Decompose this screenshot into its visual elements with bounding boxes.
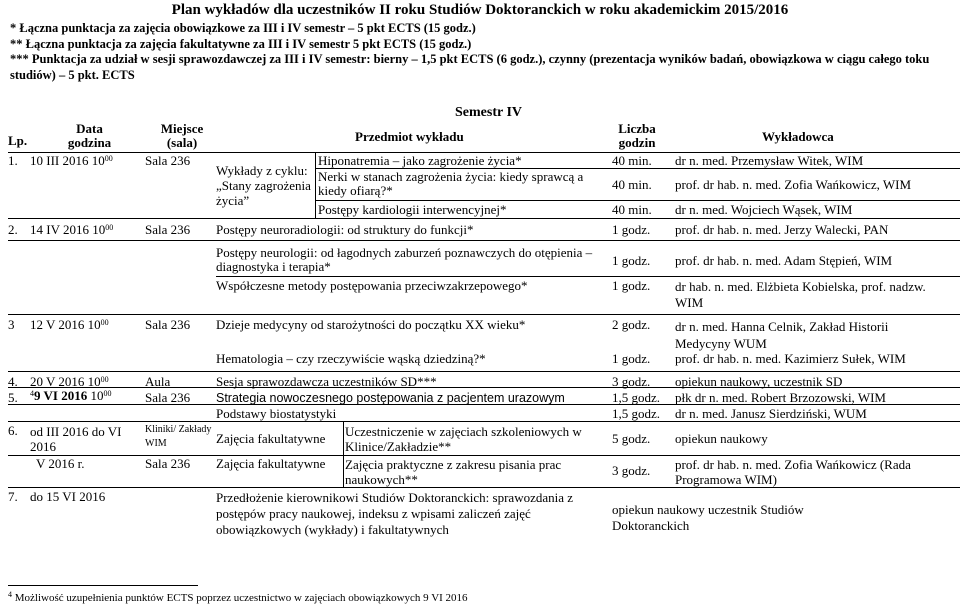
footnote: $^4$ Możliwość uzupełnienia punktów ECTS poprzez uczestnictwo w zajęciach obowiązkowych 9 VI 2016 (8, 590, 468, 604)
row2c-lecturer: dr hab. n. med. Elżbieta Kobielska, prof. nadzw. WIM (675, 279, 926, 310)
row1c-lecturer: dr n. med. Wojciech Wąsek, WIM (675, 202, 853, 217)
row1-rule-b (316, 200, 960, 201)
row3b-lecturer: prof. dr hab. n. med. Kazimierz Sułek, WIM (675, 351, 906, 366)
row3a-subject: Dzieje medycyny od starożytności do początku XX wieku* (216, 317, 526, 332)
row6b-subject: Zajęcia praktyczne z zakresu pisania prac naukowych** (345, 457, 562, 487)
row3-place: Sala 236 (145, 317, 191, 332)
header-place: Miejsce (sala) (160, 121, 204, 150)
row1a-hours: 40 min. (612, 153, 652, 168)
row1c-subject: Postępy kardiologii interwencyjnej* (318, 202, 507, 217)
row5-rule-end (8, 421, 960, 422)
notes-block (10, 21, 955, 83)
row2a-lecturer: prof. dr hab. n. med. Jerzy Walecki, PAN (675, 222, 889, 237)
row2-date: 14 IV 2016 $10^{00}$ (30, 222, 114, 237)
row4-place: Aula (145, 374, 171, 389)
table-header-rule (8, 152, 960, 153)
row6-lecturer: opiekun naukowy (675, 431, 768, 446)
row5b-lecturer: dr n. med. Janusz Sierdziński, WUM (675, 406, 867, 421)
row5a-subject: Strategia nowoczesnego postępowania z pacjentem urazowym (216, 391, 565, 405)
row6b-type: Zajęcia fakultatywne (216, 456, 326, 471)
row6-place: Kliniki/ Zakłady WIM (145, 424, 212, 449)
row4-lp: 4. (8, 374, 18, 389)
row2a-subject: Postępy neuroradiologii: od struktury do funkcji* (216, 222, 474, 237)
row1-cycle: Wykłady z cyklu: „Stany zagrożenia życia” (216, 163, 311, 208)
note-2: ** Łączna punktacja za zajęcia fakultatywne za III i IV semestr 5 pkt ECTS (15 godz.) (10, 36, 472, 51)
page-title: Plan wykładów dla uczestników II roku Studiów Doktoranckich w roku akademickim 2015/2016 (171, 2, 789, 18)
row1-lp: 1. (8, 153, 18, 168)
row4-hours: 3 godz. (612, 374, 651, 389)
row5-place: Sala 236 (145, 390, 191, 405)
row2a-hours: 1 godz. (612, 222, 651, 237)
row7-date: do 15 VI 2016 (30, 489, 106, 504)
header-date: Data godzina (67, 121, 112, 150)
row4-rule-end (8, 387, 960, 388)
row1a-lecturer: dr n. med. Przemysław Witek, WIM (675, 153, 864, 168)
header-subject: Przedmiot wykładu (355, 129, 464, 144)
row6-type: Zajęcia fakultatywne (216, 431, 326, 446)
row3-rule-end (8, 371, 960, 372)
row1b-hours: 40 min. (612, 177, 652, 192)
row7-subject: Przedłożenie kierownikowi Studiów Doktoranckich: sprawozdania z postępów pracy naukowej, indeksu z wpisami zaliczeń zajęć obowiązkowych (wykłady) i fakultatywnych (216, 490, 574, 537)
row3-date: 12 V 2016 $10^{00}$ (30, 317, 109, 332)
header-hours: Liczba godzin (618, 121, 656, 150)
row6-lp: 6. (8, 423, 18, 438)
semester-label: Semestr IV (455, 105, 523, 120)
row1-date: 10 III 2016 $10^{00}$ (30, 153, 113, 168)
header-lecturer: Wykładowca (762, 129, 834, 144)
row2b-subject: Postępy neurologii: od łagodnych zaburzeń poznawczych do otępienia – diagnostyka i terapia* (216, 245, 593, 274)
row5-lp: 5. (8, 390, 18, 405)
row5a-lecturer: płk dr n. med. Robert Brzozowski, WIM (675, 390, 886, 405)
row2-rule-b (216, 276, 960, 277)
row1-divider (315, 152, 316, 218)
row6-subject: Uczestniczenie w zajęciach szkoleniowych w Klinice/Zakładzie** (345, 424, 582, 454)
row2-lp: 2. (8, 222, 18, 237)
row1c-hours: 40 min. (612, 202, 652, 217)
row5-rule-a (8, 404, 960, 405)
header-lp: Lp. (8, 133, 28, 148)
row6-rule-a (8, 455, 960, 456)
row6b-hours: 3 godz. (612, 463, 651, 478)
row1a-subject: Hiponatremia – jako zagrożenie życia* (318, 153, 522, 168)
row7-lp: 7. (8, 489, 18, 504)
row2c-hours: 1 godz. (612, 278, 651, 293)
row6-hours: 5 godz. (612, 431, 651, 446)
row2-rule-end (8, 314, 960, 315)
row5a-hours: 1,5 godz. (612, 390, 661, 405)
row4-lecturer: opiekun naukowy, uczestnik SD (675, 374, 843, 389)
row7-lecturer: opiekun naukowy uczestnik Studiów Doktoranckich (612, 502, 804, 533)
row1b-lecturer: prof. dr hab. n. med. Zofia Wańkowicz, WIM (675, 177, 912, 192)
row1b-subject: Nerki w stanach zagrożenia życia: kiedy sprawcą a kiedy ofiarą?* (318, 169, 584, 198)
row2b-hours: 1 godz. (612, 253, 651, 268)
row3b-subject: Hematologia – czy rzeczywiście wąską dziedziną?* (216, 351, 486, 366)
note-1: * Łączna punktacja za zajęcia obowiązkowe za III i IV semestr – 5 pkt ECTS (15 godz.) (10, 21, 476, 35)
row4-date: 20 V 2016 $10^{00}$ (30, 374, 109, 389)
row2-place: Sala 236 (145, 222, 191, 237)
row3-lp: 3 (8, 317, 15, 332)
row6b-lecturer: prof. dr hab. n. med. Zofia Wańkowicz (Rada Programowa WIM) (675, 457, 911, 487)
row5-date: $^4$9 VI 2016 $10^{00}$ (30, 388, 112, 403)
row3a-hours: 2 godz. (612, 317, 651, 332)
note-3: *** Punktacja za udział w sesji sprawozdawczej za III i IV semestr: bierny – 1,5 pkt ECTS (6 godz.), czynny (prezentacja wyników badań, obowiązkowa w ciągu całego toku studiów) – 5 pkt. ECTS (10, 52, 930, 82)
row1-rule-end (8, 218, 960, 219)
row1-rule-a (316, 168, 960, 169)
row3a-lecturer: dr n. med. Hanna Celnik, Zakład Historii Medycyny WUM (675, 319, 889, 351)
row5b-subject: Podstawy biostatystyki (216, 406, 337, 421)
row6b-place: Sala 236 (145, 456, 191, 471)
row3b-hours: 1 godz. (612, 351, 651, 366)
row2-rule-a (8, 240, 960, 241)
row2c-subject: Współczesne metody postępowania przeciwzakrzepowego* (216, 278, 528, 293)
row1-place: Sala 236 (145, 153, 191, 168)
row6b-date: V 2016 r. (36, 456, 85, 471)
row6-date: od III 2016 do VI 2016 (30, 424, 122, 454)
row4-subject: Sesja sprawozdawcza uczestników SD*** (216, 374, 437, 389)
row6-divider (343, 421, 344, 487)
row2b-lecturer: prof. dr hab. n. med. Adam Stępień, WIM (675, 253, 893, 268)
row6-rule-end (8, 487, 960, 488)
row5b-hours: 1,5 godz. (612, 406, 661, 421)
footnote-rule (8, 585, 198, 586)
